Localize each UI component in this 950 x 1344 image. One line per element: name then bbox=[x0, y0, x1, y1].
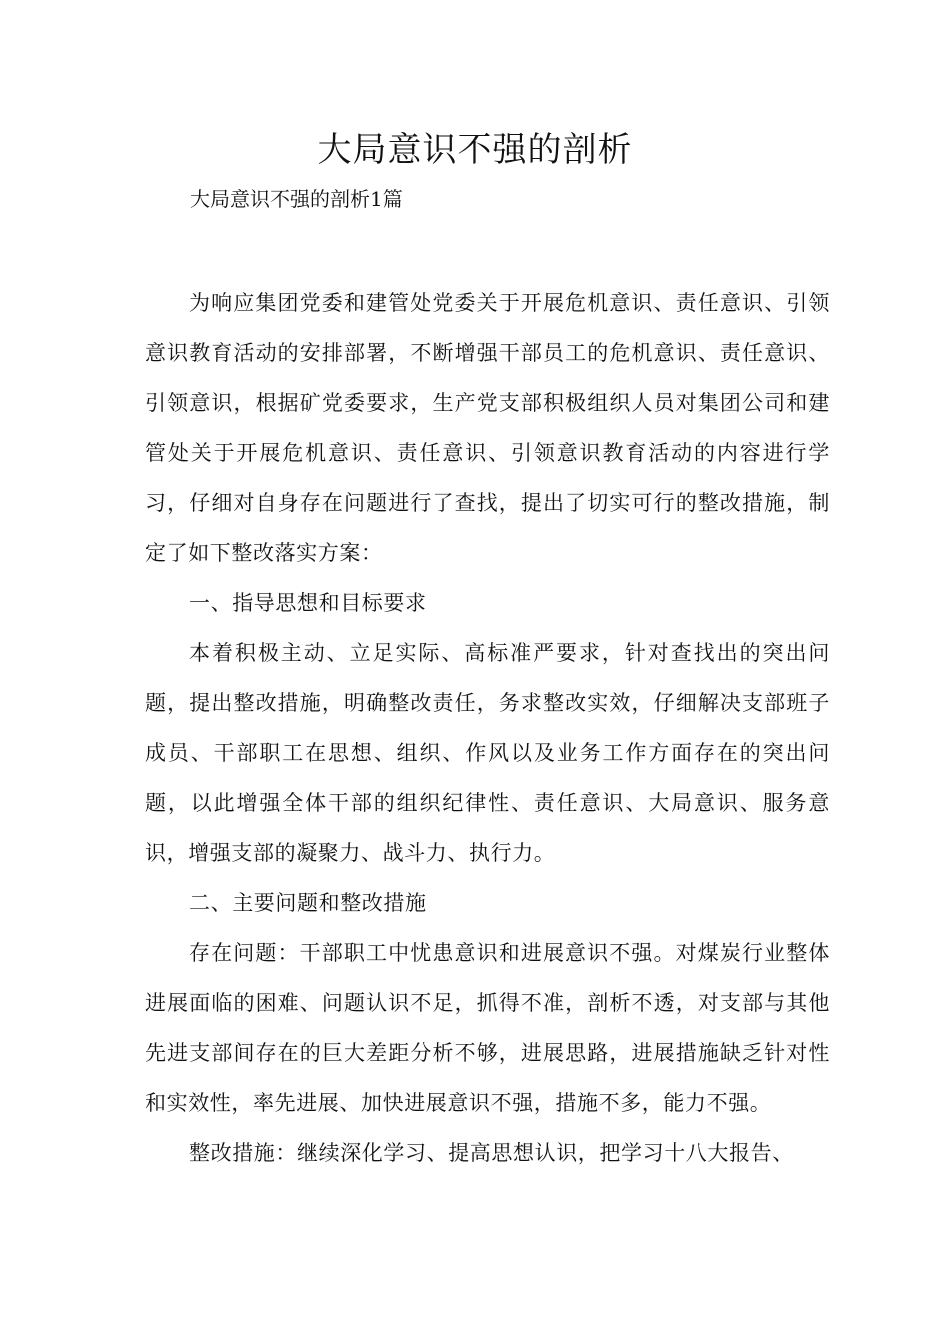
paragraph-guiding-ideas: 本着积极主动、立足实际、高标准严要求，针对查找出的突出问题，提出整改措施，明确整改责任，务求整改实效，仔细解决支部班子成员、干部职工在思想、组织、作风以及业务工作方面存在的突出问题，以此增强全体干部的组织纪律性、责任意识、大局意识、服务意识，增强支部的凝聚力、战斗力、执行力。 bbox=[145, 641, 830, 865]
section-heading-problems-measures: 二、主要问题和整改措施 bbox=[189, 891, 427, 915]
document-title: 大局意识不强的剖析 bbox=[317, 130, 633, 170]
section-heading-guiding-ideas: 一、指导思想和目标要求 bbox=[189, 591, 427, 615]
paragraph-rectification-measures: 整改措施：继续深化学习、提高思想认识，把学习十八大报告、 bbox=[189, 1141, 794, 1165]
document-subtitle: 大局意识不强的剖析1篇 bbox=[190, 187, 403, 211]
paragraph-intro: 为响应集团党委和建管处党委关于开展危机意识、责任意识、引领意识教育活动的安排部署，不断增强干部员工的危机意识、责任意识、引领意识，根据矿党委要求，生产党支部积极组织人员对集团公司和建管处关于开展危机意识、责任意识、引领意识教育活动的内容进行学习，仔细对自身存在问题进行了查找，提出了切实可行的整改措施，制定了如下整改落实方案： bbox=[145, 291, 830, 565]
document-body bbox=[145, 278, 830, 1178]
paragraph-existing-problems: 存在问题：干部职工中忧患意识和进展意识不强。对煤炭行业整体进展面临的困难、问题认识不足，抓得不准，剖析不透，对支部与其他先进支部间存在的巨大差距分析不够，进展思路，进展措施缺乏针对性和实效性，率先进展、加快进展意识不强，措施不多，能力不强。 bbox=[145, 941, 830, 1115]
